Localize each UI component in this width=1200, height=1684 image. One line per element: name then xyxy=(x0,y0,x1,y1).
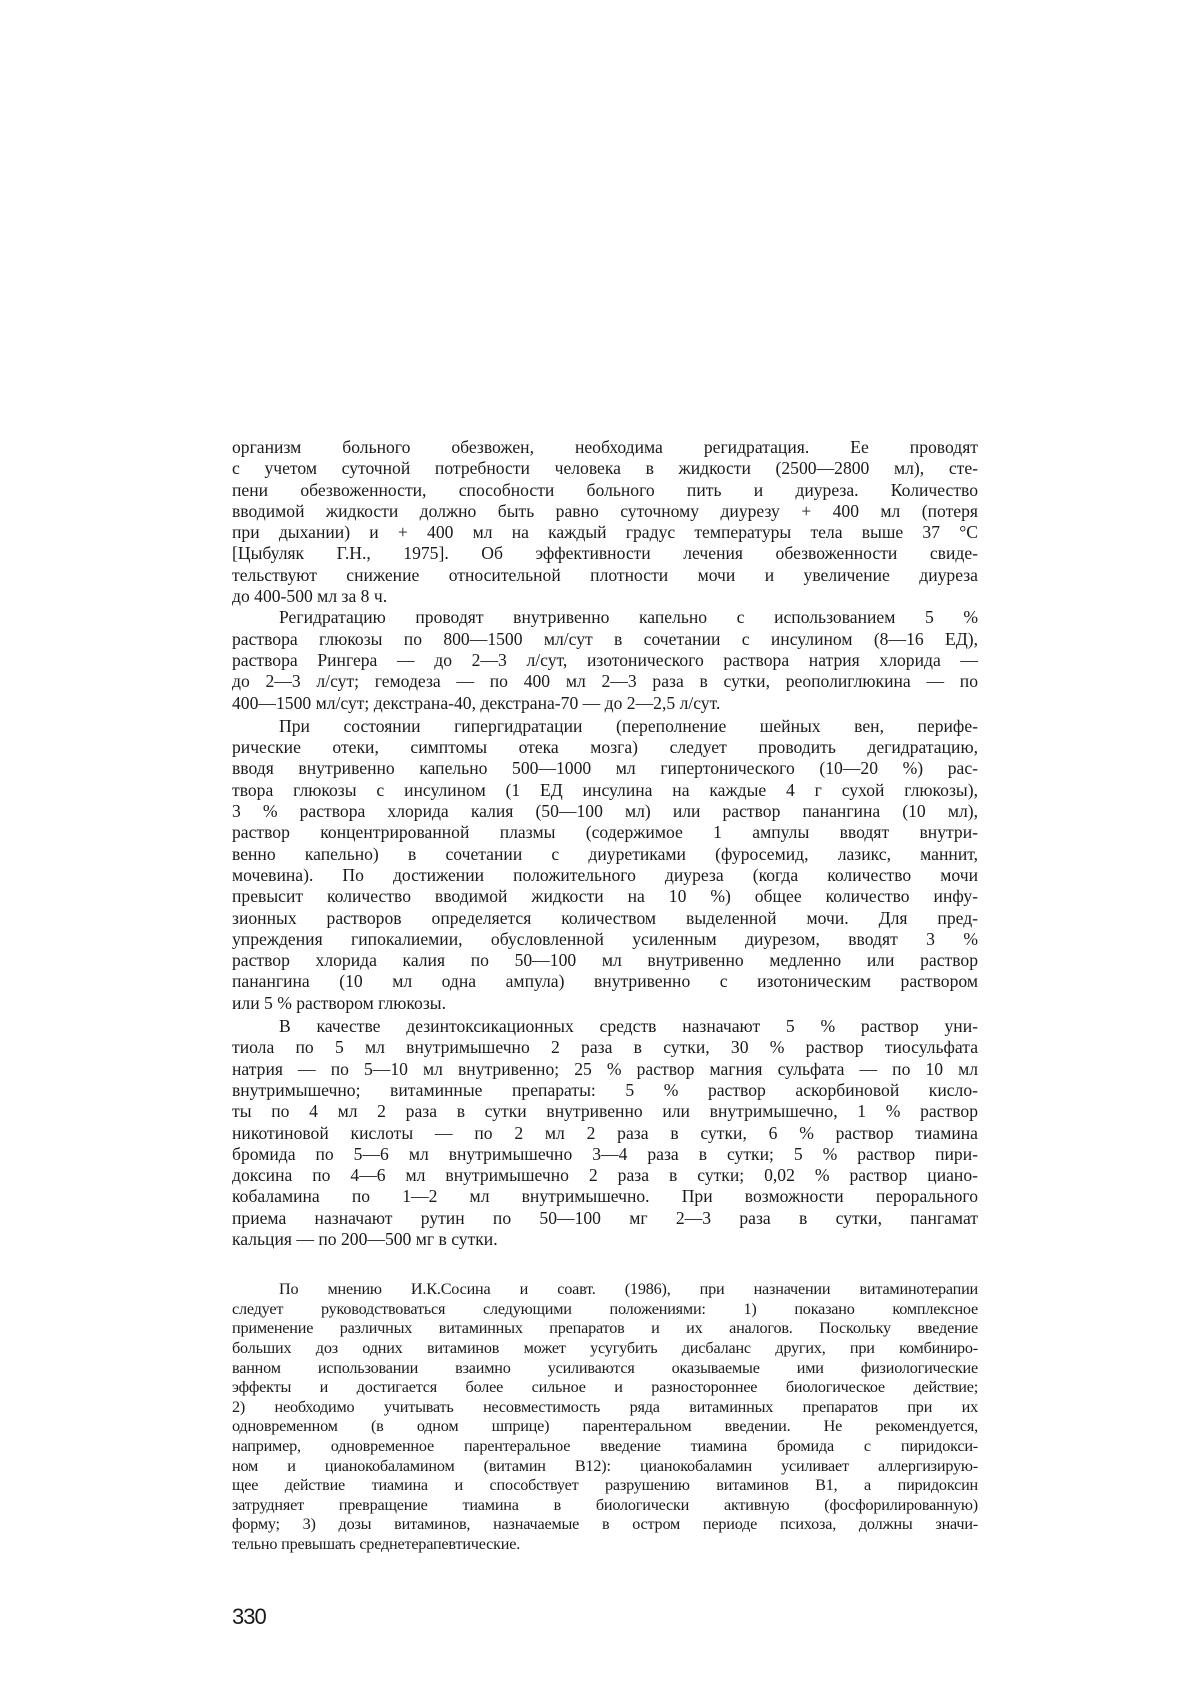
text-line: Регидратацию проводят внутривенно капельно с использованием 5 % xyxy=(279,607,978,628)
text-line: вводя внутривенно капельно 500—1000 мл гипертонического (10—20 %) рас- xyxy=(232,758,978,779)
text-line: ванном использовании взаимно усиливаются оказываемые ими физиологические xyxy=(232,1358,978,1377)
text-line: пени обезвоженности, способности больного пить и диуреза. Количество xyxy=(232,479,978,500)
text-line: [Цыбуляк Г.Н., 1975]. Об эффективности лечения обезвоженности свиде- xyxy=(232,543,978,564)
text-line: панангина (10 мл одна ампула) внутривенно с изотоническим раствором xyxy=(232,971,978,992)
paragraph-detoxification xyxy=(232,1016,978,1250)
text-line: с учетом суточной потребности человека в жидкости (2500—2800 мл), сте- xyxy=(232,458,978,479)
page-body xyxy=(232,437,978,1555)
text-line: при дыхании) и + 400 мл на каждый градус температуры тела выше 37 °С xyxy=(232,522,978,543)
text-line: никотиновой кислоты — по 2 мл 2 раза в сутки, 6 % раствор тиамина xyxy=(232,1122,978,1143)
text-line: венно капельно) в сочетании с диуретиками (фуросемид, лазикс, маннит, xyxy=(232,843,978,864)
text-line: тельствуют снижение относительной плотности мочи и увеличение диуреза xyxy=(232,564,978,585)
text-line: раствора глюкозы по 800—1500 мл/сут в сочетании с инсулином (8—16 ЕД), xyxy=(232,628,978,649)
text-line: 3 % раствора хлорида калия (50—100 мл) или раствор панангина (10 мл), xyxy=(232,801,978,822)
text-line: ном и цианокобаламином (витамин B12): цианокобаламин усиливает аллергизирую- xyxy=(232,1456,978,1475)
text-line: следует руководствоваться следующими положениями: 1) показано комплексное xyxy=(232,1299,978,1318)
text-line: приема назначают рутин по 50—100 мг 2—3 раза в сутки, пангамат xyxy=(232,1207,978,1228)
text-line: бромида по 5—6 мл внутримышечно 3—4 раза в сутки; 5 % раствор пири- xyxy=(232,1143,978,1164)
text-line: щее действие тиамина и способствует разрушению витаминов B1, а пиридоксин xyxy=(232,1476,978,1495)
paragraph-rehydration-intro xyxy=(232,437,978,607)
text-line: 400—1500 мл/сут; декстрана-40, декстрана-70 — до 2—2,5 л/сут. xyxy=(232,692,721,713)
paragraph-rehydration-method xyxy=(232,607,978,713)
text-line: форму; 3) дозы витаминов, назначаемые в остром периоде психоза, должны значи- xyxy=(232,1515,978,1534)
text-line: или 5 % раствором глюкозы. xyxy=(232,992,447,1013)
text-line: твора глюкозы с инсулином (1 ЕД инсулина на каждые 4 г сухой глюкозы), xyxy=(232,779,978,800)
text-line: В качестве дезинтоксикационных средств назначают 5 % раствор уни- xyxy=(279,1016,978,1037)
text-line: зионных растворов определяется количеством выделенной мочи. Для пред- xyxy=(232,907,978,928)
text-line: больших доз одних витаминов может усугубить дисбаланс других, при комбиниро- xyxy=(232,1339,978,1358)
text-line: раствора Рингера — до 2—3 л/сут, изотонического раствора натрия хлорида — xyxy=(232,649,978,670)
text-line: натрия — по 5—10 мл внутривенно; 25 % раствор магния сульфата — по 10 мл xyxy=(232,1058,978,1079)
text-line: рические отеки, симптомы отека мозга) следует проводить дегидратацию, xyxy=(232,737,978,758)
text-line: эффекты и достигается более сильное и разностороннее биологическое действие; xyxy=(232,1378,978,1397)
text-line: тиола по 5 мл внутримышечно 2 раза в сутки, 30 % раствор тиосульфата xyxy=(232,1037,978,1058)
text-line: например, одновременное парентеральное введение тиамина бромида с пиридокси- xyxy=(232,1437,978,1456)
text-line: одновременном (в одном шприце) парентеральном введении. Не рекомендуется, xyxy=(232,1417,978,1436)
text-line: применение различных витаминных препаратов и их аналогов. Поскольку введение xyxy=(232,1319,978,1338)
text-line: раствор концентрированной плазмы (содержимое 1 ампулы вводят внутри- xyxy=(232,822,978,843)
text-line: кобаламина по 1—2 мл внутримышечно. При возможности перорального xyxy=(232,1186,978,1207)
text-line: до 2—3 л/сут; гемодеза — по 400 мл 2—3 раза в сутки, реополиглюкина — по xyxy=(232,671,978,692)
text-line: внутримышечно; витаминные препараты: 5 % раствор аскорбиновой кисло- xyxy=(232,1079,978,1100)
text-line: По мнению И.К.Сосина и соавт. (1986), при назначении витаминотерапии xyxy=(279,1280,978,1299)
text-line: затрудняет превращение тиамина в биологически активную (фосфорилированную) xyxy=(232,1495,978,1514)
text-line: ты по 4 мл 2 раза в сутки внутривенно или внутримышечно, 1 % раствор xyxy=(232,1101,978,1122)
text-line: вводимой жидкости должно быть равно суточному диурезу + 400 мл (потеря xyxy=(232,500,978,521)
paragraph-hyperhydration xyxy=(232,716,978,1014)
page-number: 330 xyxy=(232,1604,266,1629)
text-line: кальция — по 200—500 мг в сутки. xyxy=(232,1228,498,1249)
text-line: превысит количество вводимой жидкости на 10 %) общее количество инфу- xyxy=(232,886,978,907)
paragraph-vitamin-therapy xyxy=(232,1280,978,1554)
text-line: При состоянии гипергидратации (переполнение шейных вен, перифе- xyxy=(279,715,978,736)
text-line: доксина по 4—6 мл внутримышечно 2 раза в сутки; 0,02 % раствор циано- xyxy=(232,1165,978,1186)
text-line: тельно превышать среднетерапевтические. xyxy=(232,1535,521,1553)
text-line: организм больного обезвожен, необходима регидратация. Ее проводят xyxy=(232,437,978,457)
text-line: 2) необходимо учитывать несовместимость ряда витаминных препаратов при их xyxy=(232,1397,978,1416)
text-line: мочевина). По достижении положительного диуреза (когда количество мочи xyxy=(232,864,978,885)
text-line: до 400-500 мл за 8 ч. xyxy=(232,586,388,607)
text-line: упреждения гипокалиемии, обусловленной усиленным диурезом, вводят 3 % xyxy=(232,928,978,949)
text-line: раствор хлорида калия по 50—100 мл внутривенно медленно или раствор xyxy=(232,950,978,971)
